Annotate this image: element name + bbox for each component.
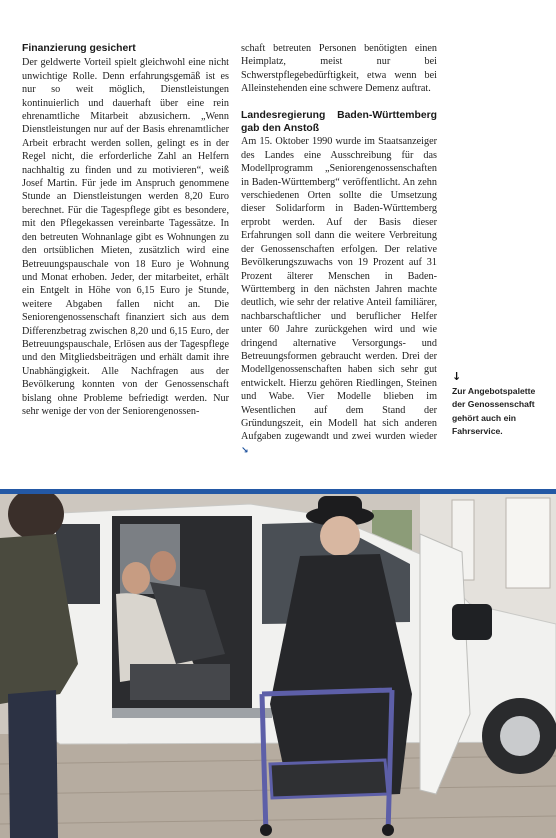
photo-driving-service [0,494,556,838]
middle-column [241,42,437,458]
continue-arrow-icon: ↘ [241,445,249,456]
section-heading-government: Landesregierung Baden-Württemberg gab den Anstoß [241,109,437,135]
photo-illustration [0,494,556,838]
section-heading-financing: Finanzierung gesichert [22,43,136,54]
caption-arrow-icon: ↓ [452,370,462,383]
body-text-government [241,135,437,458]
left-column [22,42,229,418]
body-text-continuation: schaft betreuten Personen benötigten einen Heimplatz, meist nur bei Schwerstpflegebedürftigkeit, etwa wenn bei Alleinstehenden eine schwere Demenz auftrat. [241,43,437,95]
caption-text: Zur Angebotspalette der Genossenschaft gehört auch ein Fahrservice. [452,386,536,437]
body-text-government-content: Am 15. Oktober 1990 wurde im Staatsanzeiger des Landes eine Ausschreibung für das Modellprogramm „Seniorengenossenschaften in Baden-Württemberg“ veröffentlicht. An zehn verschiedenen Orten sollte die Umsetzung dieser Solidarform in Baden-Württemberg erprobt werden. Auf der Basis dieser Erfahrungen soll dann die weitere Verbreitung der Genossenschaften erfolgen. Der relative Bevölkerungszuwachs von 19 Prozent auf 31 Prozent älterer Menschen in Baden-Württemberg in den nächsten Jahren machte deutlich, wie sehr der relative Anteil familiärer, nachbarschaftlicher und beruflicher Helfer unter 60 Jahre zurückgehen wird und wie dringend alternative Versorgungs- und Betreuungsformen gebraucht werden. Drei der Modellgenossenschaften haben sich sehr gut entwickelt. Hierzu gehören Riedlingen, Steinen und Wabe. Vier Modelle blieben im Wesentlichen auf dem Stand der Gründungszeit, ein Modell hat sich anderen Aufgaben zugewandt und zwei wurden wieder [241,136,437,443]
photo-caption [452,371,544,439]
body-text-financing: Der geldwerte Vorteil spielt gleichwohl eine nicht unwichtige Rolle. Denn erfahrungsgemäß ist es nur so weit möglich, Dienstleistungen kontinuierlich und dauerhaft über eine rein ehrenamtliche Mitarbeit abzusichern. „Wenn Dienstleistungen nur auf der Basis ehrenamtlicher Arbeit erbracht werden sollen, gelingt es in der Regel nicht, die erforderliche Zahl an Helfern nachhaltig zu finden und zu motivieren“, weiß Josef Martin. Für jede im Anspruch genommene Stunde an Dienstleistungen werden 8,20 Euro berechnet. Für die Tagespflege gibt es besondere, mit den Pflegekassen vereinbarte Tagessätze. In den betreuten Wohnanlage gibt es Wohnungen zu den ortsüblichen Mieten, zusätzlich wird eine Betreuungspauschale von 18 Euro je Wohnung und Monat erhoben. Jeder, der mitarbeitet, erhält ein Entgelt in Höhe von 6,15 Euro je Stunde, weitere Abgaben fallen nicht an. Die Seniorengenossenschaft finanziert sich aus dem Differenzbetrag zwischen 8,20 und 6,15 Euro, der Betreuungspauschale, Erlösen aus der Tagespflege und den Mitgliedsbeiträgen und erhält damit ihre Unabhängigkeit. Alle Nachfragen aus der Bevölkerung konnten von der Genossenschaft bislang ohne Probleme befriedigt werden. Nur sehr wenige der von der Seniorengenossen- [22,57,229,417]
